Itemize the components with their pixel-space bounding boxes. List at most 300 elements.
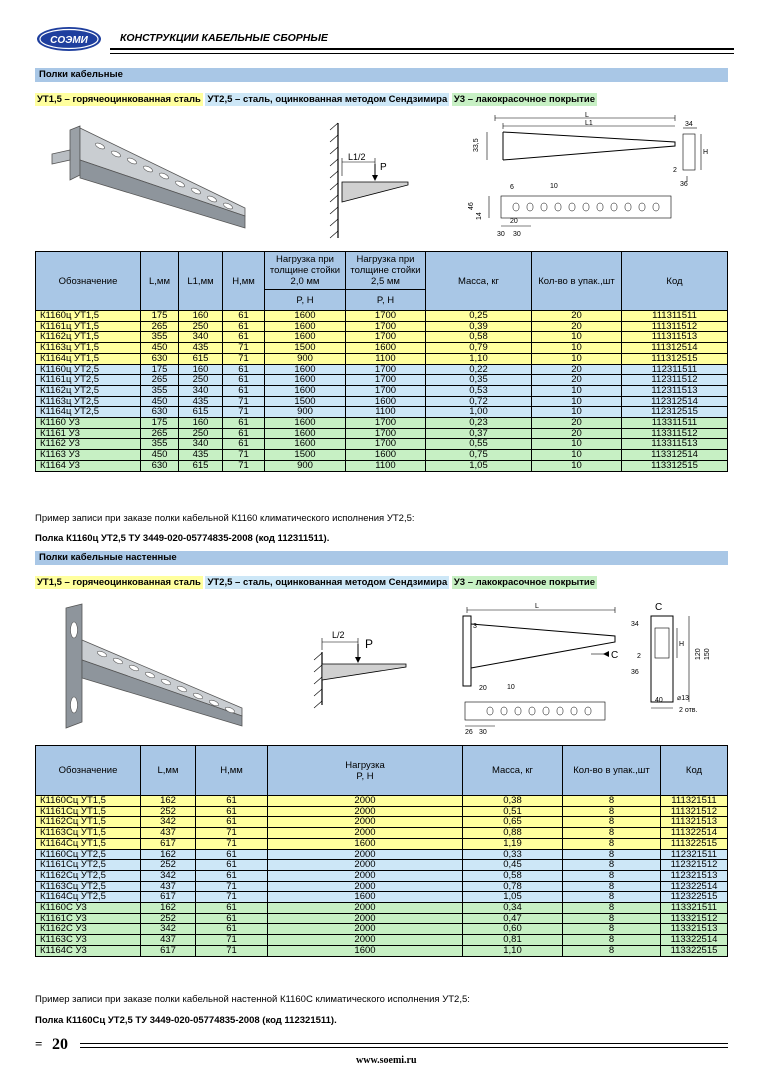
cell-L1: 250 <box>179 428 223 439</box>
cell-name: К1164 У3 <box>36 460 141 471</box>
cell-code: 113321512 <box>661 913 728 924</box>
cell-mass: 0,39 <box>426 321 532 332</box>
cell-p1: 1600 <box>265 385 346 396</box>
table-row <box>36 870 728 881</box>
cell-qty: 8 <box>563 945 661 956</box>
cell-L: 630 <box>141 460 179 471</box>
cell-L: 630 <box>141 353 179 364</box>
cell-mass: 0,38 <box>463 796 563 807</box>
svg-text:СОЭМИ: СОЭМИ <box>50 35 88 46</box>
section2-order-example: Полка К1160Сц УТ2,5 ТУ 3449-020-05774835-2008 (код 112321511). <box>35 1015 337 1026</box>
cell-mass: 0,55 <box>426 439 532 450</box>
svg-text:10: 10 <box>507 684 515 691</box>
cell-mass: 0,58 <box>463 870 563 881</box>
cell-qty: 10 <box>532 396 622 407</box>
svg-text:2: 2 <box>673 167 677 174</box>
wall-shelves-table-body <box>36 796 728 957</box>
svg-text:H: H <box>703 149 709 156</box>
cell-p1: 1600 <box>265 439 346 450</box>
table-row <box>36 892 728 903</box>
svg-text:30: 30 <box>497 231 505 238</box>
cell-L: 162 <box>141 796 196 807</box>
cell-L1: 615 <box>179 353 223 364</box>
cell-H: 61 <box>223 311 265 322</box>
cell-mass: 0,33 <box>463 849 563 860</box>
svg-text:36: 36 <box>631 669 639 676</box>
cell-H: 61 <box>196 903 268 914</box>
col-load <box>268 746 463 796</box>
cell-name: К1162ц УТ1,5 <box>36 332 141 343</box>
cell-L1: 435 <box>179 450 223 461</box>
cell-L: 450 <box>141 396 179 407</box>
cell-H: 61 <box>196 860 268 871</box>
cell-code: 111321512 <box>661 806 728 817</box>
col-load1: Нагрузка при толщине стойки 2,0 мм <box>265 252 346 290</box>
table-row <box>36 396 728 407</box>
cell-L: 355 <box>141 332 179 343</box>
cell-mass: 1,05 <box>463 892 563 903</box>
cell-L1: 250 <box>179 321 223 332</box>
cell-qty: 8 <box>563 817 661 828</box>
table-row <box>36 945 728 956</box>
cell-mass: 0,25 <box>426 311 532 322</box>
cell-name: К1161ц УТ2,5 <box>36 375 141 386</box>
col-code: Код <box>661 746 728 796</box>
cell-qty: 20 <box>532 364 622 375</box>
cell-p1: 1600 <box>265 428 346 439</box>
cell-p: 2000 <box>268 870 463 881</box>
svg-text:46: 46 <box>468 202 475 210</box>
cell-name: К1160С У3 <box>36 903 141 914</box>
cell-code: 113311511 <box>622 418 728 429</box>
cell-p2: 1700 <box>346 375 426 386</box>
legend-ut15: УТ1,5 – горячеоцинкованная сталь <box>37 94 201 105</box>
cell-qty: 10 <box>532 460 622 471</box>
table-row <box>36 407 728 418</box>
cell-H: 71 <box>223 353 265 364</box>
col-h: H,мм <box>223 252 265 311</box>
cell-mass: 0,23 <box>426 418 532 429</box>
cell-mass: 1,10 <box>426 353 532 364</box>
cell-H: 71 <box>223 407 265 418</box>
cell-p2: 1700 <box>346 332 426 343</box>
cell-qty: 20 <box>532 375 622 386</box>
cell-p1: 900 <box>265 460 346 471</box>
table-row <box>36 332 728 343</box>
table-row <box>36 796 728 807</box>
table-row <box>36 860 728 871</box>
cell-code: 113321511 <box>661 903 728 914</box>
section2-legend <box>35 576 597 590</box>
cell-code: 113322515 <box>661 945 728 956</box>
cell-L1: 160 <box>179 311 223 322</box>
col-load-unit: P, H <box>356 770 374 782</box>
cell-mass: 0,78 <box>463 881 563 892</box>
cell-name: К1161Сц УТ1,5 <box>36 806 141 817</box>
cell-H: 61 <box>223 428 265 439</box>
cell-p1: 1500 <box>265 396 346 407</box>
cell-L: 342 <box>141 817 196 828</box>
cell-code: 111321511 <box>661 796 728 807</box>
cell-qty: 8 <box>563 838 661 849</box>
cell-qty: 8 <box>563 828 661 839</box>
cell-qty: 20 <box>532 428 622 439</box>
col-mass: Масса, кг <box>463 746 563 796</box>
svg-text:3: 3 <box>473 623 477 630</box>
cell-mass: 0,81 <box>463 935 563 946</box>
cell-code: 111311512 <box>622 321 728 332</box>
col-code: Код <box>622 252 728 311</box>
col-name: Обозначение <box>36 252 141 311</box>
cell-code: 111311511 <box>622 311 728 322</box>
cell-mass: 1,00 <box>426 407 532 418</box>
cell-L: 265 <box>141 428 179 439</box>
cell-code: 112321512 <box>661 860 728 871</box>
col-mass: Масса, кг <box>426 252 532 311</box>
cell-p1: 1600 <box>265 321 346 332</box>
legend-u3: У3 – лакокрасочное покрытие <box>453 577 596 588</box>
cell-code: 111321513 <box>661 817 728 828</box>
svg-text:L: L <box>585 112 589 119</box>
footer-url: www.soemi.ru <box>356 1055 417 1066</box>
tech-drawing-2 <box>455 598 720 740</box>
cell-p: 2000 <box>268 796 463 807</box>
cell-qty: 10 <box>532 450 622 461</box>
cell-L: 355 <box>141 385 179 396</box>
col-qty: Кол-во в упак.,шт <box>563 746 661 796</box>
cell-H: 71 <box>223 343 265 354</box>
cell-H: 71 <box>196 881 268 892</box>
cell-L: 265 <box>141 375 179 386</box>
cell-p: 2000 <box>268 881 463 892</box>
table-row <box>36 375 728 386</box>
cell-qty: 10 <box>532 353 622 364</box>
cell-L: 450 <box>141 450 179 461</box>
cell-L1: 160 <box>179 418 223 429</box>
svg-text:C: C <box>655 602 663 613</box>
cell-mass: 0,72 <box>426 396 532 407</box>
cell-mass: 1,10 <box>463 945 563 956</box>
cell-code: 113312514 <box>622 450 728 461</box>
cell-code: 112321511 <box>661 849 728 860</box>
cell-L: 342 <box>141 870 196 881</box>
cell-name: К1160Сц УТ1,5 <box>36 796 141 807</box>
page-number: 20 <box>52 1036 68 1053</box>
table-row <box>36 849 728 860</box>
cell-name: К1163Сц УТ1,5 <box>36 828 141 839</box>
shelf-photo <box>40 120 255 245</box>
cell-L1: 435 <box>179 396 223 407</box>
cell-L: 617 <box>141 892 196 903</box>
cell-code: 112311513 <box>622 385 728 396</box>
cell-p: 2000 <box>268 913 463 924</box>
cell-L1: 435 <box>179 343 223 354</box>
cell-p: 2000 <box>268 828 463 839</box>
table-row <box>36 343 728 354</box>
cell-qty: 20 <box>532 311 622 322</box>
cell-p1: 1600 <box>265 332 346 343</box>
cell-name: К1161 У3 <box>36 428 141 439</box>
table-row <box>36 817 728 828</box>
table-row <box>36 924 728 935</box>
cell-H: 71 <box>223 450 265 461</box>
footer-marker: = <box>35 1036 43 1051</box>
cell-L1: 160 <box>179 364 223 375</box>
cell-H: 71 <box>196 892 268 903</box>
cell-p1: 900 <box>265 353 346 364</box>
cell-name: К1160Сц УТ2,5 <box>36 849 141 860</box>
cell-L: 437 <box>141 828 196 839</box>
cell-p2: 1100 <box>346 460 426 471</box>
header-title: КОНСТРУКЦИИ КАБЕЛЬНЫЕ СБОРНЫЕ <box>120 32 328 44</box>
cell-mass: 0,47 <box>463 913 563 924</box>
tech-drawing-1 <box>465 112 710 242</box>
cell-p2: 1700 <box>346 418 426 429</box>
wall-shelf-photo <box>52 600 252 735</box>
col-qty: Кол-во в упак.,шт <box>532 252 622 311</box>
table-row <box>36 353 728 364</box>
cell-H: 61 <box>196 924 268 935</box>
cell-p2: 1100 <box>346 353 426 364</box>
cell-qty: 8 <box>563 870 661 881</box>
legend-ut25: УТ2,5 – сталь, оцинкованная методом Сендзимира <box>207 94 448 105</box>
table-row <box>36 439 728 450</box>
table-row <box>36 460 728 471</box>
cell-p2: 1700 <box>346 311 426 322</box>
cell-p2: 1700 <box>346 428 426 439</box>
cell-p: 2000 <box>268 860 463 871</box>
cell-H: 61 <box>196 870 268 881</box>
svg-text:14: 14 <box>476 212 483 220</box>
svg-text:10: 10 <box>550 183 558 190</box>
cell-L: 252 <box>141 860 196 871</box>
cell-code: 111311513 <box>622 332 728 343</box>
shelves-table <box>35 251 728 472</box>
cell-p1: 1600 <box>265 364 346 375</box>
cell-L: 450 <box>141 343 179 354</box>
cell-qty: 8 <box>563 892 661 903</box>
cell-mass: 0,75 <box>426 450 532 461</box>
cell-H: 61 <box>223 439 265 450</box>
cell-H: 61 <box>196 817 268 828</box>
cell-code: 112322515 <box>661 892 728 903</box>
table-row <box>36 903 728 914</box>
cell-p: 2000 <box>268 935 463 946</box>
cell-code: 112322514 <box>661 881 728 892</box>
cell-qty: 20 <box>532 418 622 429</box>
section2-order-note: Пример записи при заказе полки кабельной настенной К1160С климатического исполнения УТ2,5: <box>35 994 470 1005</box>
cell-H: 61 <box>223 385 265 396</box>
cell-H: 61 <box>223 418 265 429</box>
cell-mass: 0,37 <box>426 428 532 439</box>
cell-name: К1160ц УТ2,5 <box>36 364 141 375</box>
cell-name: К1164ц УТ1,5 <box>36 353 141 364</box>
cell-name: К1163Сц УТ2,5 <box>36 881 141 892</box>
cell-H: 61 <box>223 321 265 332</box>
cell-name: К1163 У3 <box>36 450 141 461</box>
cell-p2: 1700 <box>346 321 426 332</box>
svg-text:30: 30 <box>479 729 487 736</box>
table-row <box>36 428 728 439</box>
svg-text:L: L <box>535 603 539 610</box>
cell-L: 175 <box>141 311 179 322</box>
cell-qty: 8 <box>563 924 661 935</box>
svg-text:2 отв.: 2 отв. <box>679 707 698 714</box>
table-row <box>36 364 728 375</box>
cell-code: 112312514 <box>622 396 728 407</box>
svg-text:30: 30 <box>513 231 521 238</box>
svg-text:20: 20 <box>510 218 518 225</box>
cell-L1: 615 <box>179 407 223 418</box>
col-l1: L1,мм <box>179 252 223 311</box>
cell-p1: 1500 <box>265 343 346 354</box>
cell-code: 113321513 <box>661 924 728 935</box>
cell-L: 437 <box>141 881 196 892</box>
cell-name: К1162С У3 <box>36 924 141 935</box>
load-diagram-1 <box>320 118 420 243</box>
cell-p: 1600 <box>268 945 463 956</box>
cell-H: 61 <box>196 806 268 817</box>
cell-L: 355 <box>141 439 179 450</box>
cell-mass: 1,05 <box>426 460 532 471</box>
cell-H: 71 <box>196 945 268 956</box>
cell-p: 2000 <box>268 924 463 935</box>
svg-text:34: 34 <box>685 121 693 128</box>
cell-H: 61 <box>196 913 268 924</box>
col-load2-unit: P, H <box>346 290 426 311</box>
cell-H: 61 <box>223 332 265 343</box>
cell-qty: 10 <box>532 407 622 418</box>
cell-p1: 1500 <box>265 450 346 461</box>
svg-text:150: 150 <box>704 648 711 660</box>
table-row <box>36 806 728 817</box>
cell-H: 71 <box>196 838 268 849</box>
cell-code: 112311512 <box>622 375 728 386</box>
cell-qty: 8 <box>563 935 661 946</box>
cell-L1: 340 <box>179 385 223 396</box>
table-row <box>36 311 728 322</box>
table-row <box>36 935 728 946</box>
col-l: L,мм <box>141 252 179 311</box>
col-h: H,мм <box>196 746 268 796</box>
svg-text:36: 36 <box>680 181 688 188</box>
wall-shelves-table <box>35 745 728 957</box>
table-row <box>36 838 728 849</box>
cell-qty: 10 <box>532 343 622 354</box>
svg-text:6: 6 <box>510 184 514 191</box>
page-header <box>34 22 734 56</box>
cell-p2: 1600 <box>346 396 426 407</box>
cell-code: 113311512 <box>622 428 728 439</box>
cell-p1: 900 <box>265 407 346 418</box>
svg-text:33,5: 33,5 <box>473 138 480 152</box>
cell-code: 111322514 <box>661 828 728 839</box>
cell-H: 61 <box>223 375 265 386</box>
cell-L: 162 <box>141 849 196 860</box>
table-row <box>36 450 728 461</box>
col-load2: Нагрузка при толщине стойки 2,5 мм <box>346 252 426 290</box>
cell-p2: 1600 <box>346 450 426 461</box>
cell-qty: 20 <box>532 321 622 332</box>
cell-p: 2000 <box>268 817 463 828</box>
cell-name: К1161ц УТ1,5 <box>36 321 141 332</box>
col-l: L,мм <box>141 746 196 796</box>
cell-code: 112321513 <box>661 870 728 881</box>
cell-p: 2000 <box>268 903 463 914</box>
cell-mass: 0,65 <box>463 817 563 828</box>
cell-qty: 10 <box>532 439 622 450</box>
cell-mass: 0,53 <box>426 385 532 396</box>
cell-mass: 0,22 <box>426 364 532 375</box>
cell-qty: 8 <box>563 881 661 892</box>
cell-L: 630 <box>141 407 179 418</box>
cell-name: К1164ц УТ2,5 <box>36 407 141 418</box>
cell-name: К1160ц УТ1,5 <box>36 311 141 322</box>
svg-text:34: 34 <box>631 621 639 628</box>
cell-qty: 8 <box>563 806 661 817</box>
cell-name: К1163ц УТ2,5 <box>36 396 141 407</box>
cell-name: К1164Сц УТ2,5 <box>36 892 141 903</box>
section1-legend <box>35 93 597 107</box>
cell-code: 111312514 <box>622 343 728 354</box>
cell-H: 71 <box>196 935 268 946</box>
cell-L: 252 <box>141 806 196 817</box>
cell-p: 2000 <box>268 806 463 817</box>
cell-L: 175 <box>141 418 179 429</box>
cell-name: К1162Сц УТ1,5 <box>36 817 141 828</box>
cell-H: 71 <box>223 396 265 407</box>
svg-text:L/2: L/2 <box>332 630 345 640</box>
cell-L: 162 <box>141 903 196 914</box>
cell-p2: 1700 <box>346 364 426 375</box>
cell-p2: 1700 <box>346 385 426 396</box>
table-row <box>36 828 728 839</box>
section1-order-example: Полка К1160ц УТ2,5 ТУ 3449-020-05774835-2008 (код 112311511). <box>35 533 330 544</box>
svg-text:P: P <box>380 162 387 173</box>
legend-ut25: УТ2,5 – сталь, оцинкованная методом Сендзимира <box>207 577 448 588</box>
cell-name: К1162 У3 <box>36 439 141 450</box>
footer-rule <box>80 1043 728 1048</box>
cell-code: 113311513 <box>622 439 728 450</box>
table-row <box>36 881 728 892</box>
cell-L: 252 <box>141 913 196 924</box>
svg-text:L1/2: L1/2 <box>348 152 366 162</box>
cell-p2: 1600 <box>346 343 426 354</box>
cell-p: 1600 <box>268 838 463 849</box>
svg-text:40: 40 <box>655 697 663 704</box>
cell-qty: 8 <box>563 860 661 871</box>
cell-L1: 340 <box>179 439 223 450</box>
cell-mass: 1,19 <box>463 838 563 849</box>
cell-L: 342 <box>141 924 196 935</box>
table-row <box>36 913 728 924</box>
cell-H: 61 <box>223 364 265 375</box>
col-load-title: Нагрузка <box>345 759 385 771</box>
legend-u3: У3 – лакокрасочное покрытие <box>453 94 596 105</box>
col-name: Обозначение <box>36 746 141 796</box>
svg-text:P: P <box>365 637 374 651</box>
cell-name: К1164Сц УТ1,5 <box>36 838 141 849</box>
cell-p2: 1100 <box>346 407 426 418</box>
cell-code: 112311511 <box>622 364 728 375</box>
cell-mass: 0,34 <box>463 903 563 914</box>
cell-mass: 0,58 <box>426 332 532 343</box>
cell-qty: 8 <box>563 903 661 914</box>
svg-text:C: C <box>611 650 619 661</box>
cell-p1: 1600 <box>265 311 346 322</box>
cell-mass: 0,35 <box>426 375 532 386</box>
cell-mass: 0,88 <box>463 828 563 839</box>
